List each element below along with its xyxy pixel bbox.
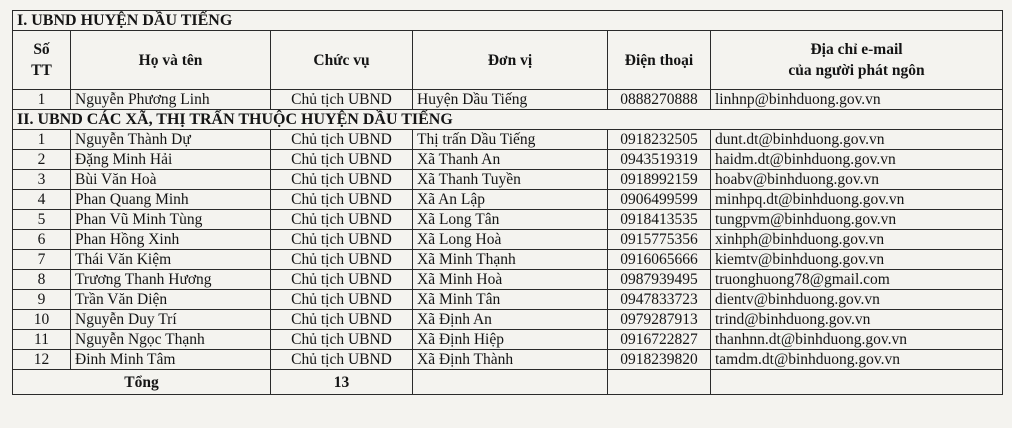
table-row <box>13 190 1003 210</box>
row-name: Đinh Minh Tâm <box>71 350 271 370</box>
row-stt: 9 <box>13 290 71 310</box>
row-stt: 1 <box>13 90 71 110</box>
row-stt: 1 <box>13 130 71 150</box>
row-phone: 0888270888 <box>608 90 711 110</box>
table-row <box>13 250 1003 270</box>
table-row <box>13 170 1003 190</box>
row-position: Chủ tịch UBND <box>271 310 413 330</box>
row-unit: Xã Định Thành <box>413 350 608 370</box>
section-2-title-row <box>13 110 1003 130</box>
row-name: Phan Hồng Xinh <box>71 230 271 250</box>
row-email: trind@binhduong.gov.vn <box>711 310 1003 330</box>
row-email: hoabv@binhduong.gov.vn <box>711 170 1003 190</box>
row-email: dunt.dt@binhduong.gov.vn <box>711 130 1003 150</box>
row-unit: Xã Định An <box>413 310 608 330</box>
row-stt: 8 <box>13 270 71 290</box>
row-stt: 2 <box>13 150 71 170</box>
row-phone: 0918239820 <box>608 350 711 370</box>
row-stt: 6 <box>13 230 71 250</box>
row-stt: 12 <box>13 350 71 370</box>
row-unit: Huyện Dầu Tiếng <box>413 90 608 110</box>
total-empty-phone <box>608 370 711 395</box>
row-position: Chủ tịch UBND <box>271 230 413 250</box>
row-phone: 0918992159 <box>608 170 711 190</box>
header-row <box>13 31 1003 90</box>
row-email: truonghuong78@gmail.com <box>711 270 1003 290</box>
row-name: Đặng Minh Hải <box>71 150 271 170</box>
row-email: linhnp@binhduong.gov.vn <box>711 90 1003 110</box>
row-email: kiemtv@binhduong.gov.vn <box>711 250 1003 270</box>
row-phone: 0915775356 <box>608 230 711 250</box>
total-value: 13 <box>271 370 413 395</box>
row-position: Chủ tịch UBND <box>271 150 413 170</box>
table-row <box>13 90 1003 110</box>
row-name: Phan Vũ Minh Tùng <box>71 210 271 230</box>
row-email: tungpvm@binhduong.gov.vn <box>711 210 1003 230</box>
row-phone: 0906499599 <box>608 190 711 210</box>
row-unit: Xã Thanh Tuyền <box>413 170 608 190</box>
row-phone: 0979287913 <box>608 310 711 330</box>
row-email: thanhnn.dt@binhduong.gov.vn <box>711 330 1003 350</box>
row-phone: 0943519319 <box>608 150 711 170</box>
row-email: haidm.dt@binhduong.gov.vn <box>711 150 1003 170</box>
spokesperson-table <box>12 10 1003 395</box>
table-row <box>13 330 1003 350</box>
row-name: Bùi Văn Hoà <box>71 170 271 190</box>
row-phone: 0916722827 <box>608 330 711 350</box>
row-unit: Xã Long Tân <box>413 210 608 230</box>
row-phone: 0918232505 <box>608 130 711 150</box>
row-position: Chủ tịch UBND <box>271 170 413 190</box>
section-1-title: I. UBND HUYỆN DẦU TIẾNG <box>13 11 1003 31</box>
row-position: Chủ tịch UBND <box>271 350 413 370</box>
table-row <box>13 230 1003 250</box>
table-row <box>13 270 1003 290</box>
header-email: Địa chỉ e-mail của người phát ngôn <box>711 31 1003 90</box>
table-row <box>13 150 1003 170</box>
table-row <box>13 210 1003 230</box>
row-phone: 0918413535 <box>608 210 711 230</box>
row-position: Chủ tịch UBND <box>271 190 413 210</box>
row-email: tamdm.dt@binhduong.gov.vn <box>711 350 1003 370</box>
row-stt: 4 <box>13 190 71 210</box>
total-row <box>13 370 1003 395</box>
row-phone: 0947833723 <box>608 290 711 310</box>
row-unit: Thị trấn Dầu Tiếng <box>413 130 608 150</box>
row-position: Chủ tịch UBND <box>271 290 413 310</box>
row-name: Phan Quang Minh <box>71 190 271 210</box>
row-stt: 5 <box>13 210 71 230</box>
row-name: Nguyễn Phương Linh <box>71 90 271 110</box>
row-stt: 10 <box>13 310 71 330</box>
row-unit: Xã Thanh An <box>413 150 608 170</box>
row-name: Trương Thanh Hương <box>71 270 271 290</box>
header-stt: Số TT <box>13 31 71 90</box>
row-name: Nguyễn Thành Dự <box>71 130 271 150</box>
table-row <box>13 310 1003 330</box>
row-stt: 3 <box>13 170 71 190</box>
row-stt: 11 <box>13 330 71 350</box>
row-position: Chủ tịch UBND <box>271 90 413 110</box>
row-position: Chủ tịch UBND <box>271 210 413 230</box>
row-position: Chủ tịch UBND <box>271 270 413 290</box>
row-email: dientv@binhduong.gov.vn <box>711 290 1003 310</box>
row-position: Chủ tịch UBND <box>271 250 413 270</box>
row-email: minhpq.dt@binhduong.gov.vn <box>711 190 1003 210</box>
row-phone: 0916065666 <box>608 250 711 270</box>
row-stt: 7 <box>13 250 71 270</box>
total-empty-unit <box>413 370 608 395</box>
row-name: Trần Văn Diện <box>71 290 271 310</box>
row-unit: Xã Minh Thạnh <box>413 250 608 270</box>
table-row <box>13 290 1003 310</box>
section-2-title: II. UBND CÁC XÃ, THỊ TRẤN THUỘC HUYỆN DẦU TIẾNG <box>13 110 1003 130</box>
row-name: Nguyễn Ngọc Thạnh <box>71 330 271 350</box>
table-row <box>13 130 1003 150</box>
table-row <box>13 350 1003 370</box>
row-unit: Xã Minh Tân <box>413 290 608 310</box>
row-position: Chủ tịch UBND <box>271 330 413 350</box>
header-position: Chức vụ <box>271 31 413 90</box>
total-label: Tổng <box>13 370 271 395</box>
header-phone: Điện thoại <box>608 31 711 90</box>
row-name: Thái Văn Kiệm <box>71 250 271 270</box>
section-1-title-row <box>13 11 1003 31</box>
row-name: Nguyễn Duy Trí <box>71 310 271 330</box>
row-phone: 0987939495 <box>608 270 711 290</box>
contact-sheet <box>12 10 1002 395</box>
total-empty-email <box>711 370 1003 395</box>
header-unit: Đơn vị <box>413 31 608 90</box>
row-email: xinhph@binhduong.gov.vn <box>711 230 1003 250</box>
row-unit: Xã An Lập <box>413 190 608 210</box>
row-unit: Xã Long Hoà <box>413 230 608 250</box>
row-unit: Xã Định Hiệp <box>413 330 608 350</box>
header-name: Họ và tên <box>71 31 271 90</box>
row-unit: Xã Minh Hoà <box>413 270 608 290</box>
row-position: Chủ tịch UBND <box>271 130 413 150</box>
